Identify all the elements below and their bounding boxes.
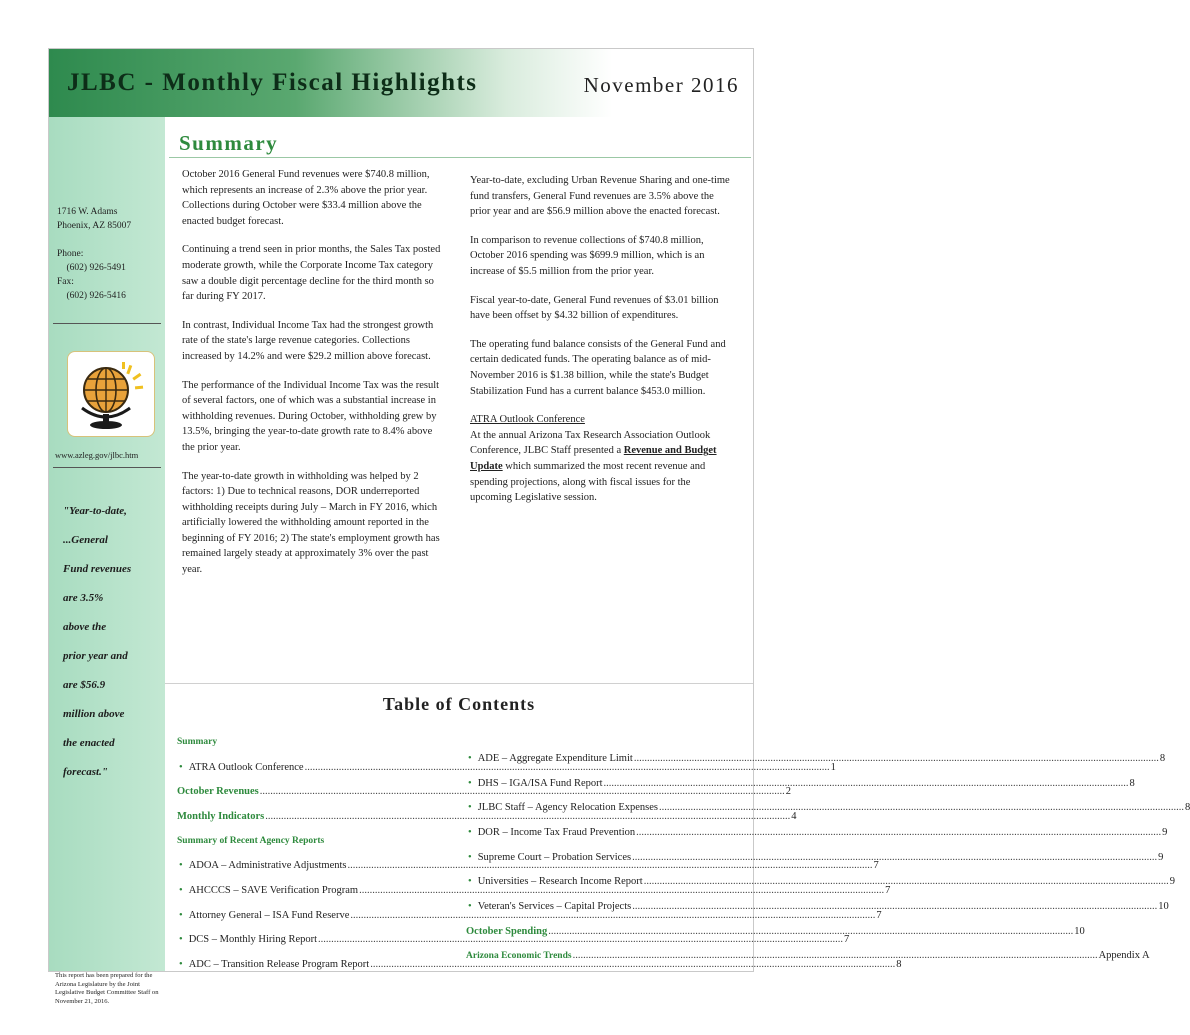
revenue-budget-update-link[interactable]: Revenue and Budget Update: [470, 445, 717, 472]
toc-page-number: 9: [1162, 826, 1168, 838]
toc-page-number: 9: [1158, 851, 1164, 863]
toc-leader-dots: ........................................................................................................................................................................................................: [265, 810, 791, 822]
toc-entry[interactable]: [466, 845, 1164, 870]
table-of-contents: [165, 683, 1190, 972]
toc-entry[interactable]: [466, 944, 1150, 969]
summary-paragraph: The performance of the Individual Income Tax was the result of several factors, one of which was a substantial increase in withholding revenues. During October, withholding grew by 13.5%, bringing the year-to-date growth rate to 8.4% above the prior year.: [182, 379, 440, 453]
quote-line: are 3.5%: [63, 592, 104, 604]
address-line: 1716 W. Adams: [57, 207, 118, 217]
atra-text: which summarized the most recent revenue and spending projections, along with fiscal issues for the upcoming Legislative session.: [470, 460, 706, 504]
quote-line: ...General: [63, 534, 108, 546]
toc-entry[interactable]: [177, 829, 451, 854]
quote-line: above the: [63, 621, 107, 633]
toc-leader-dots: ........................................................................................................................................................................................................: [659, 802, 1185, 814]
toc-leader-dots: ........................................................................................................................................................................................................: [632, 851, 1158, 863]
summary-divider: [169, 157, 751, 158]
summary-column-left: [182, 167, 446, 591]
toc-page-number: 7: [885, 884, 891, 896]
toc-entry-label: • ATRA Outlook Conference: [177, 762, 304, 773]
toc-entry-label: • ADC – Transition Release Program Report: [177, 959, 369, 970]
address-line: (602) 926-5416: [57, 291, 126, 301]
toc-leader-dots: ........................................................................................................................................................................................................: [572, 950, 1098, 962]
toc-entry-label: Arizona Economic Trends: [466, 950, 572, 961]
toc-leader-dots: ........................................................................................................................................................................................................: [633, 752, 1159, 764]
toc-page-number: 2: [785, 786, 791, 798]
quote-line: are $56.9: [63, 679, 106, 691]
toc-entry[interactable]: [466, 869, 1175, 894]
pull-quote: [63, 503, 163, 793]
contact-address: [57, 205, 131, 303]
toc-leader-dots: ........................................................................................................................................................................................................: [548, 925, 1074, 937]
website-url[interactable]: www.azleg.gov/jlbc.htm: [55, 450, 139, 460]
atra-heading: ATRA Outlook Conference: [470, 414, 585, 426]
toc-leader-dots: ........................................................................................................................................................................................................: [318, 934, 844, 946]
toc-entry-label: • ADOA – Administrative Adjustments: [177, 860, 346, 871]
toc-entry[interactable]: [466, 746, 1166, 771]
toc-page-number: 8: [896, 959, 902, 971]
address-line: Phone:: [57, 249, 84, 259]
quote-line: the enacted: [63, 737, 115, 749]
quote-line: prior year and: [63, 650, 128, 662]
toc-entry-label: October Spending: [466, 925, 548, 937]
toc-entry[interactable]: [466, 894, 1169, 919]
atra-section: [470, 412, 734, 506]
address-line: (602) 926-5491: [57, 263, 126, 273]
header-banner: [49, 49, 753, 117]
toc-entry[interactable]: [466, 820, 1168, 845]
toc-entry-label: Monthly Indicators: [177, 810, 265, 822]
issue-date: November 2016: [583, 73, 739, 97]
toc-leader-dots: ........................................................................................................................................................................................................: [347, 860, 873, 872]
toc-page-number: 4: [791, 810, 797, 822]
newsletter-title: JLBC - Monthly Fiscal Highlights: [67, 69, 478, 96]
toc-entry-label: • Attorney General – ISA Fund Reserve: [177, 910, 349, 921]
toc-entry-label: • DHS – IGA/ISA Fund Report: [466, 778, 603, 789]
toc-title: Table of Contents: [382, 694, 536, 714]
quote-line: million above: [63, 708, 125, 720]
toc-page-number: Appendix A: [1098, 950, 1150, 962]
quote-line: "Year-to-date,: [63, 505, 127, 517]
toc-page-number: 10: [1074, 925, 1085, 937]
summary-paragraph: Fiscal year-to-date, General Fund revenues of $3.01 billion have been offset by $4.32 billion of expenditures.: [470, 294, 719, 322]
summary-paragraph: Continuing a trend seen in prior months, the Sales Tax posted moderate growth, while the Corporate Income Tax category saw a double digit percentage decline for the third month so far during FY 2017.: [182, 244, 441, 303]
toc-leader-dots: ........................................................................................................................................................................................................: [636, 826, 1162, 838]
toc-entry-label: • JLBC Staff – Agency Relocation Expenses: [466, 802, 658, 813]
toc-page-number: 8: [1129, 777, 1135, 789]
quote-line: Fund revenues: [63, 563, 132, 575]
toc-entry[interactable]: [177, 730, 451, 755]
report-note: This report has been prepared for the Arizona Legislature by the Joint Legislative Budget Committee Staff on November 21, 2016.: [55, 972, 159, 1005]
toc-entry-label: • AHCCCS – SAVE Verification Program: [177, 885, 358, 896]
toc-entry-label: Summary of Recent Agency Reports: [177, 836, 325, 847]
toc-entry-label: • Supreme Court – Probation Services: [466, 852, 631, 863]
toc-entry-label: • DOR – Income Tax Fraud Prevention: [466, 827, 635, 838]
summary-paragraph: In comparison to revenue collections of $740.8 million, October 2016 spending was $699.9 million, which is an increase of $5.5 million from the prior year.: [470, 234, 705, 277]
toc-entry-label: • Universities – Research Income Report: [466, 876, 643, 887]
toc-entry-label: Summary: [177, 737, 218, 748]
toc-leader-dots: ........................................................................................................................................................................................................: [259, 786, 785, 798]
toc-column-right: [466, 746, 1190, 968]
toc-entry-label: • DCS – Monthly Hiring Report: [177, 934, 317, 945]
toc-page-number: 9: [1169, 876, 1175, 888]
sidebar-divider: [53, 467, 161, 468]
summary-paragraph: Year-to-date, excluding Urban Revenue Sharing and one-time fund transfers, General Fund revenues are 3.5% above the prior year and are $56.9 million above the enacted forecast.: [470, 175, 730, 218]
toc-leader-dots: ........................................................................................................................................................................................................: [350, 909, 876, 921]
quote-line: forecast.": [63, 766, 108, 778]
toc-entry[interactable]: [466, 919, 1085, 944]
toc-leader-dots: ........................................................................................................................................................................................................: [643, 876, 1169, 888]
sidebar: [49, 117, 165, 1005]
toc-leader-dots: ........................................................................................................................................................................................................: [304, 761, 830, 773]
toc-entry[interactable]: [466, 795, 1190, 820]
summary-paragraph: The operating fund balance consists of the General Fund and certain dedicated funds. The operating balance as of mid-November 2016 is $1.38 billion, while the state's Budget Stabilization Fund has a current balance $453.0 million.: [470, 338, 726, 397]
address-line: [57, 233, 131, 247]
toc-entry[interactable]: [466, 771, 1135, 796]
toc-leader-dots: ........................................................................................................................................................................................................: [359, 884, 885, 896]
toc-page-number: 7: [873, 860, 879, 872]
address-line: Fax:: [57, 277, 74, 287]
summary-title: Summary: [179, 131, 279, 155]
toc-leader-dots: ........................................................................................................................................................................................................: [370, 959, 896, 971]
toc-page-number: 8: [1185, 802, 1190, 814]
toc-leader-dots: ........................................................................................................................................................................................................: [632, 900, 1158, 912]
sidebar-divider: [53, 323, 161, 324]
toc-entry-label: • ADE – Aggregate Expenditure Limit: [466, 753, 633, 764]
newsletter-page: [48, 48, 1190, 1005]
toc-page-number: 7: [844, 934, 850, 946]
toc-page-number: 7: [876, 909, 882, 921]
toc-page-number: 1: [830, 761, 836, 773]
summary-paragraph: The year-to-date growth in withholding was helped by 2 factors: 1) Due to technical reasons, DOR underreported withholding receipts during July – March in FY 2016, which artificially lowered the withholding amount reported in the beginning of FY 2016; 2) The state's employment growth has remained largely steady at approximately 3% over the past year.: [182, 470, 440, 576]
summary-paragraph: October 2016 General Fund revenues were $740.8 million, which represents an increase of 2.3% above the prior year. Collections during October were $33.4 million above the enacted budget forecast.: [182, 169, 430, 227]
toc-entry-label: • Veteran's Services – Capital Projects: [466, 901, 631, 912]
toc-entry-label: October Revenues: [177, 786, 259, 798]
address-line: Phoenix, AZ 85007: [57, 221, 132, 231]
globe-icon: [67, 351, 155, 437]
atra-text: At the annual Arizona Tax Research Association Outlook Conference, JLBC Staff presented a: [470, 429, 711, 457]
toc-leader-dots: ........................................................................................................................................................................................................: [603, 777, 1129, 789]
summary-column-right: [470, 173, 734, 519]
toc-page-number: 8: [1159, 752, 1166, 764]
summary-paragraph: In contrast, Individual Income Tax had the strongest growth rate of the state's large revenue categories. Collections increased by 14.2% and were $29.2 million above forecast.: [182, 319, 434, 362]
toc-page-number: 10: [1158, 900, 1169, 912]
